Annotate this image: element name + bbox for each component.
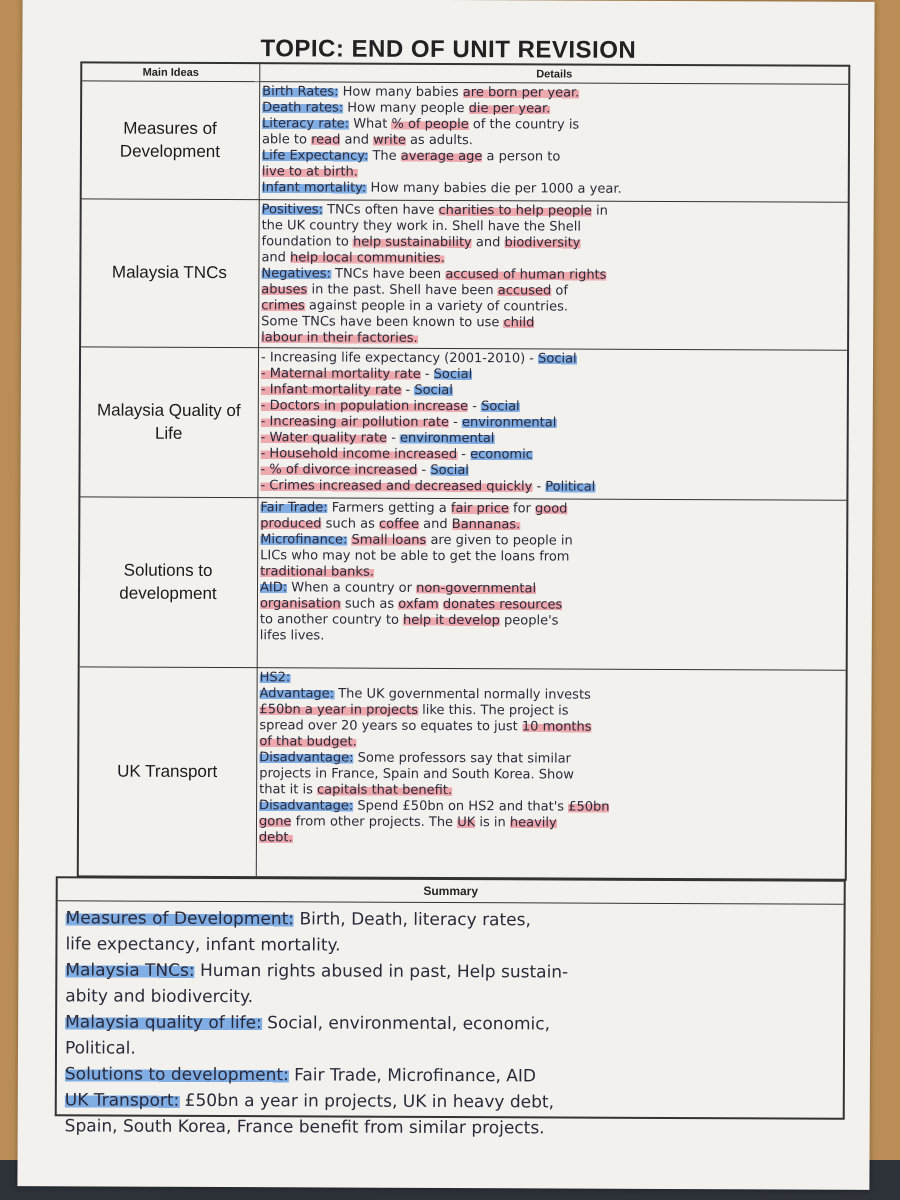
row-malaysia-tncs <box>81 199 848 350</box>
main-idea: Malaysia Quality of Life <box>96 400 241 443</box>
red-highlighted-text: Bannanas. <box>451 517 521 533</box>
handwritten-line <box>259 830 841 849</box>
red-highlighted-text: - Increasing air pollution rate <box>260 414 450 431</box>
handwritten-line <box>260 478 842 497</box>
handwritten-line <box>262 180 844 199</box>
note-text: as adults. <box>405 132 473 149</box>
red-highlighted-text: abuses <box>261 282 308 298</box>
red-highlighted-text: % of people <box>391 116 469 133</box>
note-text: Spain, South Korea, France benefit from similar projects. <box>64 1116 545 1139</box>
red-highlighted-text: of that budget. <box>259 734 357 750</box>
blue-highlighted-text: Solutions to development: <box>64 1064 289 1086</box>
note-text: TNCs have been <box>330 266 446 282</box>
note-text: like this. The project is <box>418 702 569 719</box>
main-ideas-header: Main Ideas <box>82 63 260 82</box>
main-idea: UK Transport <box>117 761 218 781</box>
red-highlighted-text: read <box>311 132 341 148</box>
note-text: Farmers getting a <box>327 500 451 517</box>
note-text: able to <box>261 132 312 148</box>
blue-highlighted-text: Infant mortality: <box>261 180 367 196</box>
red-highlighted-text: gone <box>258 814 292 830</box>
revision-sheet <box>17 0 874 1190</box>
blue-highlighted-text: environmental <box>461 415 557 431</box>
note-text: Fair Trade, Microfinance, AID <box>288 1065 537 1087</box>
note-text: from other projects. The <box>291 814 458 831</box>
red-highlighted-text: write <box>373 132 406 148</box>
note-text: is in <box>475 815 510 831</box>
blue-highlighted-text: Disadvantage: <box>259 798 354 814</box>
red-highlighted-text: UK <box>457 815 476 831</box>
details-text <box>259 670 842 877</box>
note-text: TNCs often have <box>322 202 439 218</box>
note-text: - <box>420 366 434 382</box>
note-text: life expectancy, infant mortality. <box>65 934 341 956</box>
handwritten-line <box>259 814 841 833</box>
red-highlighted-text: die per year. <box>468 101 551 117</box>
note-text: - <box>417 462 431 478</box>
page-title: TOPIC: END OF UNIT REVISION <box>260 35 637 64</box>
note-text: Some TNCs have been known to use <box>261 314 504 331</box>
red-highlighted-text: heavily <box>509 815 557 831</box>
red-highlighted-text: charities to help people <box>438 202 592 219</box>
red-highlighted-text: - Maternal mortality rate <box>260 366 421 382</box>
blue-highlighted-text: Malaysia quality of life: <box>65 1012 262 1034</box>
note-text: spread over 20 years so equates to just <box>259 718 522 735</box>
blue-highlighted-text: Social <box>538 351 577 367</box>
note-text: in the past. Shell have been <box>307 282 498 299</box>
red-highlighted-text: traditional banks. <box>260 564 374 580</box>
row-solutions-to-development <box>80 497 847 670</box>
note-text: - <box>401 382 415 398</box>
red-highlighted-text: live to at birth. <box>261 164 358 180</box>
blue-highlighted-text: Social <box>481 399 520 415</box>
red-highlighted-text: Small loans <box>351 532 427 548</box>
blue-highlighted-text: economic <box>470 447 533 463</box>
handwritten-line <box>65 1113 835 1142</box>
red-highlighted-text: organisation <box>259 596 341 612</box>
blue-highlighted-text: Positives: <box>261 202 323 218</box>
note-text: Political. <box>64 1038 136 1059</box>
main-idea: Malaysia TNCs <box>111 262 227 283</box>
note-text: - <box>448 415 462 431</box>
red-highlighted-text: accused <box>497 283 552 299</box>
handwritten-line <box>65 931 835 960</box>
summary-box <box>55 876 846 1139</box>
red-highlighted-text: fair price <box>450 501 509 517</box>
blue-highlighted-text: HS2: <box>259 670 291 686</box>
note-text: and <box>471 235 505 251</box>
note-text: How many babies die per 1000 a year. <box>366 180 622 197</box>
red-highlighted-text: average age <box>400 148 483 165</box>
blue-highlighted-text: Life Expectancy: <box>261 148 369 164</box>
red-highlighted-text: help local communities. <box>290 250 445 266</box>
red-highlighted-text: debt. <box>258 830 293 846</box>
note-text: How many babies <box>338 84 463 101</box>
row-malaysia-quality-of-life <box>80 347 847 500</box>
note-text: Some professors say that similar <box>353 750 571 767</box>
note-text: a person to <box>482 149 561 165</box>
handwritten-line <box>65 983 835 1012</box>
note-text: What <box>349 116 392 132</box>
details-header: Details <box>260 64 848 85</box>
note-text: How many people <box>343 100 469 117</box>
note-text: such as <box>321 516 380 532</box>
note-text: and <box>261 250 291 266</box>
main-idea: Solutions to development <box>119 560 217 603</box>
red-highlighted-text: - Crimes increased and decreased quickly <box>260 478 533 495</box>
main-idea: Measures of Development <box>119 118 221 161</box>
blue-highlighted-text: Disadvantage: <box>259 750 354 766</box>
red-highlighted-text: - % of divorce increased <box>260 462 418 478</box>
blue-highlighted-text: Political <box>545 479 596 495</box>
red-highlighted-text: £50bn a year in projects <box>259 702 419 718</box>
summary-header: Summary <box>58 878 844 904</box>
note-text: - <box>532 479 546 495</box>
red-highlighted-text: accused of human rights <box>445 266 607 283</box>
note-text: Spend £50bn on HS2 and that's <box>353 798 569 815</box>
blue-highlighted-text: environmental <box>400 430 495 447</box>
blue-highlighted-text: Birth Rates: <box>262 84 339 100</box>
red-highlighted-text: 10 months <box>521 719 592 735</box>
note-text: - <box>387 430 401 446</box>
blue-highlighted-text: Social <box>430 462 469 479</box>
note-text: the UK country they work in. Shell have the Shell <box>261 218 582 235</box>
note-text: projects in France, Spain and South Korea. Show <box>259 766 574 783</box>
blue-highlighted-text: Measures of Development: <box>65 908 295 930</box>
red-highlighted-text: oxfam <box>398 596 439 612</box>
red-highlighted-text: good <box>534 501 568 517</box>
note-text: Birth, Death, literacy rates, <box>294 909 531 931</box>
red-highlighted-text: help it develop <box>403 612 500 629</box>
red-highlighted-text: biodiversity <box>504 235 581 251</box>
red-highlighted-text: capitals that benefit. <box>317 782 453 799</box>
note-text: Social, environmental, economic, <box>261 1013 551 1035</box>
note-text: - Increasing life expectancy (2001-2010) - <box>260 350 539 367</box>
note-text: £50bn a year in projects, UK in heavy debt, <box>179 1090 555 1113</box>
red-highlighted-text: crimes <box>261 298 305 314</box>
note-text: - <box>468 399 482 415</box>
handwritten-line <box>261 330 843 348</box>
details-text <box>262 84 844 200</box>
details-text <box>261 202 844 348</box>
blue-highlighted-text: Social <box>433 366 473 383</box>
note-text: to another country to <box>259 612 404 628</box>
note-text: of the country is <box>468 117 580 133</box>
handwritten-line <box>260 612 842 631</box>
note-text: - <box>457 447 471 463</box>
handwritten-line <box>65 1087 835 1116</box>
blue-highlighted-text: Microfinance: <box>260 532 348 548</box>
note-text: people's <box>499 613 559 629</box>
note-text: and <box>340 132 374 148</box>
blue-highlighted-text: Malaysia TNCs: <box>65 960 195 981</box>
handwritten-line <box>66 905 836 934</box>
handwritten-line <box>65 1035 835 1064</box>
blue-highlighted-text: AID: <box>259 580 288 596</box>
note-text: When a country or <box>287 580 417 596</box>
cornell-notes-table <box>77 61 851 880</box>
red-highlighted-text: - Doctors in population increase <box>260 398 469 415</box>
row-uk-transport <box>79 667 846 878</box>
note-text: of <box>551 283 569 299</box>
red-highlighted-text: £50bn <box>568 799 610 815</box>
note-text: The UK governmental normally invests <box>334 686 591 703</box>
red-highlighted-text: labour in their factories. <box>261 330 418 346</box>
red-highlighted-text: non-governmental <box>416 580 537 597</box>
row-measures-of-development <box>82 81 849 202</box>
blue-highlighted-text: UK Transport: <box>64 1090 180 1111</box>
red-highlighted-text: are born per year. <box>462 85 580 101</box>
red-highlighted-text: - Water quality rate <box>260 430 388 446</box>
note-text: against people in a variety of countries. <box>304 298 569 315</box>
red-highlighted-text: coffee <box>378 516 420 532</box>
details-text <box>260 500 843 668</box>
note-text: The <box>368 148 401 164</box>
handwritten-line <box>65 1009 835 1038</box>
blue-highlighted-text: Death rates: <box>262 100 344 116</box>
red-highlighted-text: help sustainability <box>352 234 472 251</box>
blue-highlighted-text: Social <box>414 382 453 399</box>
note-text: for <box>508 501 536 517</box>
note-text: and <box>419 516 452 533</box>
red-highlighted-text: donates resources <box>442 596 563 613</box>
details-text <box>260 350 843 498</box>
blue-highlighted-text: Negatives: <box>261 266 331 282</box>
red-highlighted-text: - Household income increased <box>260 446 458 463</box>
handwritten-line <box>260 628 842 647</box>
handwritten-line <box>65 957 835 986</box>
note-text: abity and biodivercity. <box>65 986 254 1008</box>
blue-highlighted-text: Fair Trade: <box>260 500 328 516</box>
note-text: foundation to <box>261 234 354 250</box>
red-highlighted-text: - Infant mortality rate <box>260 382 402 398</box>
note-text: LICs who may not be able to get the loans from <box>260 548 570 565</box>
note-text: are given to people in <box>426 532 573 549</box>
note-text: that it is <box>259 782 318 798</box>
note-text: such as <box>340 596 399 612</box>
note-text: in <box>591 203 608 219</box>
red-highlighted-text: produced <box>260 516 322 532</box>
red-highlighted-text: child <box>503 315 535 331</box>
handwritten-line <box>65 1061 835 1090</box>
summary-text <box>57 901 844 1146</box>
blue-highlighted-text: Advantage: <box>259 686 335 702</box>
note-text: Human rights abused in past, Help sustain- <box>194 960 569 983</box>
note-text: lifes lives. <box>259 628 325 644</box>
blue-highlighted-text: Literacy rate: <box>262 116 350 132</box>
